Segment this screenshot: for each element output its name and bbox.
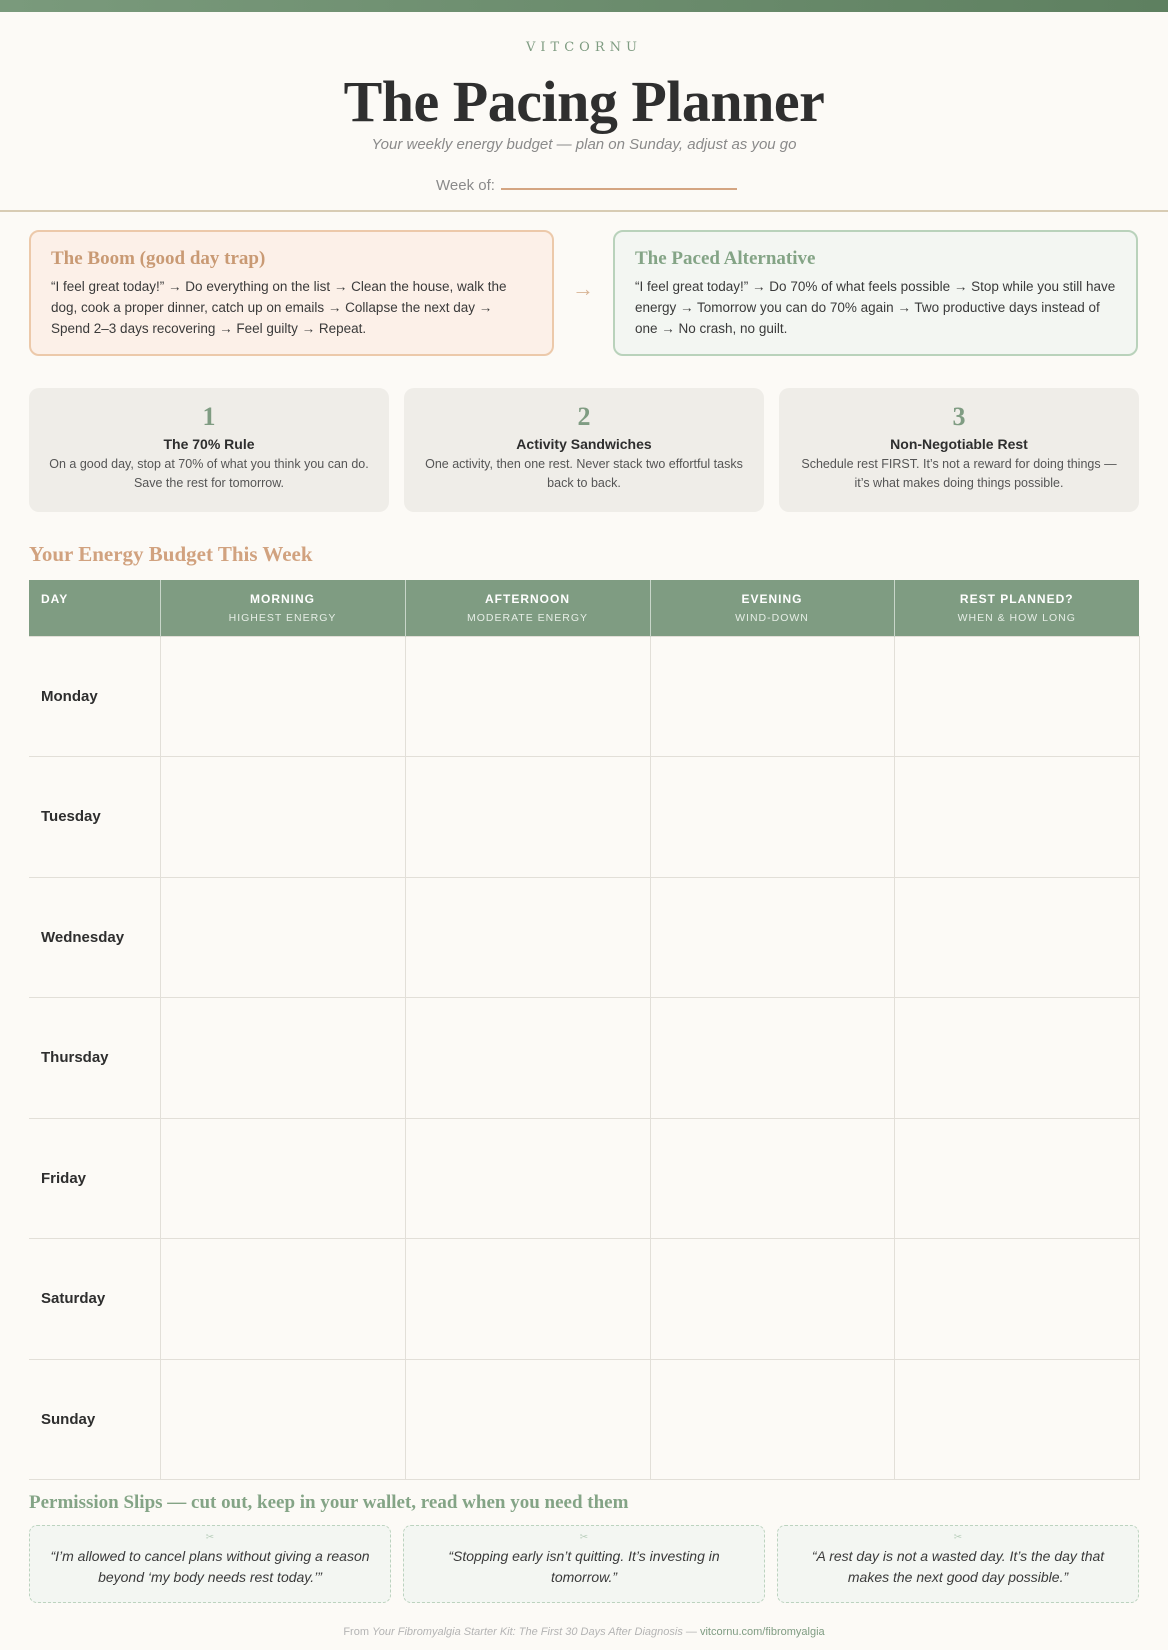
scissors-icon: ✂ (579, 1532, 589, 1543)
afternoon-cell[interactable] (405, 1239, 650, 1360)
column-header-rest (894, 580, 1139, 636)
rule-number: 3 (952, 402, 966, 431)
morning-cell[interactable] (160, 636, 405, 757)
day-label: Wednesday (29, 877, 160, 998)
morning-cell[interactable] (160, 1239, 405, 1360)
rule-text: One activity, then one rest. Never stack two effortful tasks back to back. (425, 457, 743, 490)
evening-cell[interactable] (650, 757, 894, 878)
page-header (0, 12, 1168, 212)
afternoon-cell[interactable] (405, 1118, 650, 1239)
table-row (29, 998, 1139, 1119)
rule-card (29, 388, 389, 512)
column-label: DAY (41, 592, 69, 606)
rule-number: 2 (577, 402, 591, 431)
table-row (29, 757, 1139, 878)
rule-number: 1 (202, 402, 216, 431)
morning-cell[interactable] (160, 998, 405, 1119)
weekly-planner-table (29, 580, 1140, 1480)
afternoon-cell[interactable] (405, 877, 650, 998)
rule-title: The 70% Rule (163, 436, 255, 452)
planner-header-row (29, 580, 1139, 636)
afternoon-cell[interactable] (405, 1359, 650, 1480)
rest-cell[interactable] (894, 636, 1139, 757)
column-label: MORNING (250, 592, 315, 606)
paced-title: The Paced Alternative (635, 248, 816, 269)
column-sublabel: WHEN & HOW LONG (957, 612, 1076, 624)
page-title: The Pacing Planner (343, 69, 825, 134)
slip-text: “I’m allowed to cancel plans without giving a reason beyond ‘my body needs rest today.’” (50, 1548, 370, 1585)
evening-cell[interactable] (650, 998, 894, 1119)
evening-cell[interactable] (650, 1239, 894, 1360)
table-row (29, 1118, 1139, 1239)
paced-text: “I feel great today!” → Do 70% of what feels possible → Stop while you still have energy → Tomorrow you can do 70% again → Two productive days instead of one → No crash, no guilt. (635, 279, 1116, 336)
slip-text: “A rest day is not a wasted day. It’s the day that makes the next good day possible.” (811, 1548, 1105, 1585)
column-header-afternoon (405, 580, 650, 636)
arrow-right-icon: → (572, 276, 594, 301)
table-row (29, 1359, 1139, 1480)
column-header-morning (160, 580, 405, 636)
table-row (29, 636, 1139, 757)
footer-separator: — (682, 1626, 700, 1638)
page-subtitle: Your weekly energy budget — plan on Sunday, adjust as you go (371, 136, 797, 153)
rest-cell[interactable] (894, 757, 1139, 878)
table-row (29, 877, 1139, 998)
permission-slip (29, 1525, 391, 1603)
scissors-icon: ✂ (205, 1532, 215, 1543)
footer-prefix: From (343, 1626, 373, 1638)
rule-text: On a good day, stop at 70% of what you think you can do. Save the rest for tomorrow. (49, 457, 369, 490)
morning-cell[interactable] (160, 1359, 405, 1480)
page-footer (0, 1626, 1168, 1638)
footer-book-title: Your Fibromyalgia Starter Kit: The First 30 Days After Diagnosis (372, 1626, 683, 1638)
column-label: EVENING (741, 592, 803, 606)
afternoon-cell[interactable] (405, 998, 650, 1119)
day-label: Saturday (29, 1239, 160, 1360)
evening-cell[interactable] (650, 877, 894, 998)
boom-title: The Boom (good day trap) (51, 248, 266, 269)
column-label: AFTERNOON (485, 592, 570, 606)
morning-cell[interactable] (160, 757, 405, 878)
slip-text: “Stopping early isn’t quitting. It’s investing in tomorrow.” (448, 1548, 720, 1585)
column-sublabel: HIGHEST ENERGY (228, 612, 337, 624)
day-label: Monday (29, 636, 160, 757)
day-label: Tuesday (29, 757, 160, 878)
day-label: Friday (29, 1118, 160, 1239)
day-label: Sunday (29, 1359, 160, 1480)
column-header-day (29, 580, 160, 636)
evening-cell[interactable] (650, 1359, 894, 1480)
rest-cell[interactable] (894, 877, 1139, 998)
rule-title: Activity Sandwiches (516, 436, 652, 452)
day-label: Thursday (29, 998, 160, 1119)
rule-card (404, 388, 764, 512)
rest-cell[interactable] (894, 1359, 1139, 1480)
permission-slip (777, 1525, 1139, 1603)
column-sublabel: MODERATE ENERGY (467, 612, 588, 624)
rest-cell[interactable] (894, 1118, 1139, 1239)
permission-slips-title: Permission Slips — cut out, keep in your wallet, read when you need them (29, 1492, 629, 1513)
paced-card (613, 230, 1138, 356)
week-of-blank-line[interactable] (501, 188, 737, 190)
morning-cell[interactable] (160, 877, 405, 998)
evening-cell[interactable] (650, 1118, 894, 1239)
boom-text: “I feel great today!” → Do everything on the list → Clean the house, walk the dog, cook a proper dinner, catch up on emails → Collapse the next day → Spend 2–3 days recovering → Feel guilty → Repeat. (51, 279, 507, 336)
evening-cell[interactable] (650, 636, 894, 757)
top-color-band (0, 0, 1168, 12)
column-label: REST PLANNED? (959, 592, 1074, 606)
table-row (29, 1239, 1139, 1360)
morning-cell[interactable] (160, 1118, 405, 1239)
rest-cell[interactable] (894, 1239, 1139, 1360)
week-of-label: Week of: (436, 177, 495, 194)
footer-link[interactable]: vitcornu.com/fibromyalgia (699, 1626, 825, 1638)
boom-card (29, 230, 554, 356)
permission-slip (403, 1525, 765, 1603)
column-header-evening (650, 580, 894, 636)
scissors-icon: ✂ (953, 1532, 963, 1543)
rest-cell[interactable] (894, 998, 1139, 1119)
afternoon-cell[interactable] (405, 636, 650, 757)
rule-title: Non-Negotiable Rest (890, 436, 1028, 452)
rule-card (779, 388, 1139, 512)
rule-text: Schedule rest FIRST. It’s not a reward for doing things — it’s what makes doing things possible. (801, 457, 1117, 490)
column-sublabel: WIND-DOWN (735, 612, 809, 624)
afternoon-cell[interactable] (405, 757, 650, 878)
week-of-field[interactable] (436, 170, 737, 194)
energy-budget-title: Your Energy Budget This Week (29, 542, 313, 566)
brand-name: VITCORNU (526, 40, 642, 55)
